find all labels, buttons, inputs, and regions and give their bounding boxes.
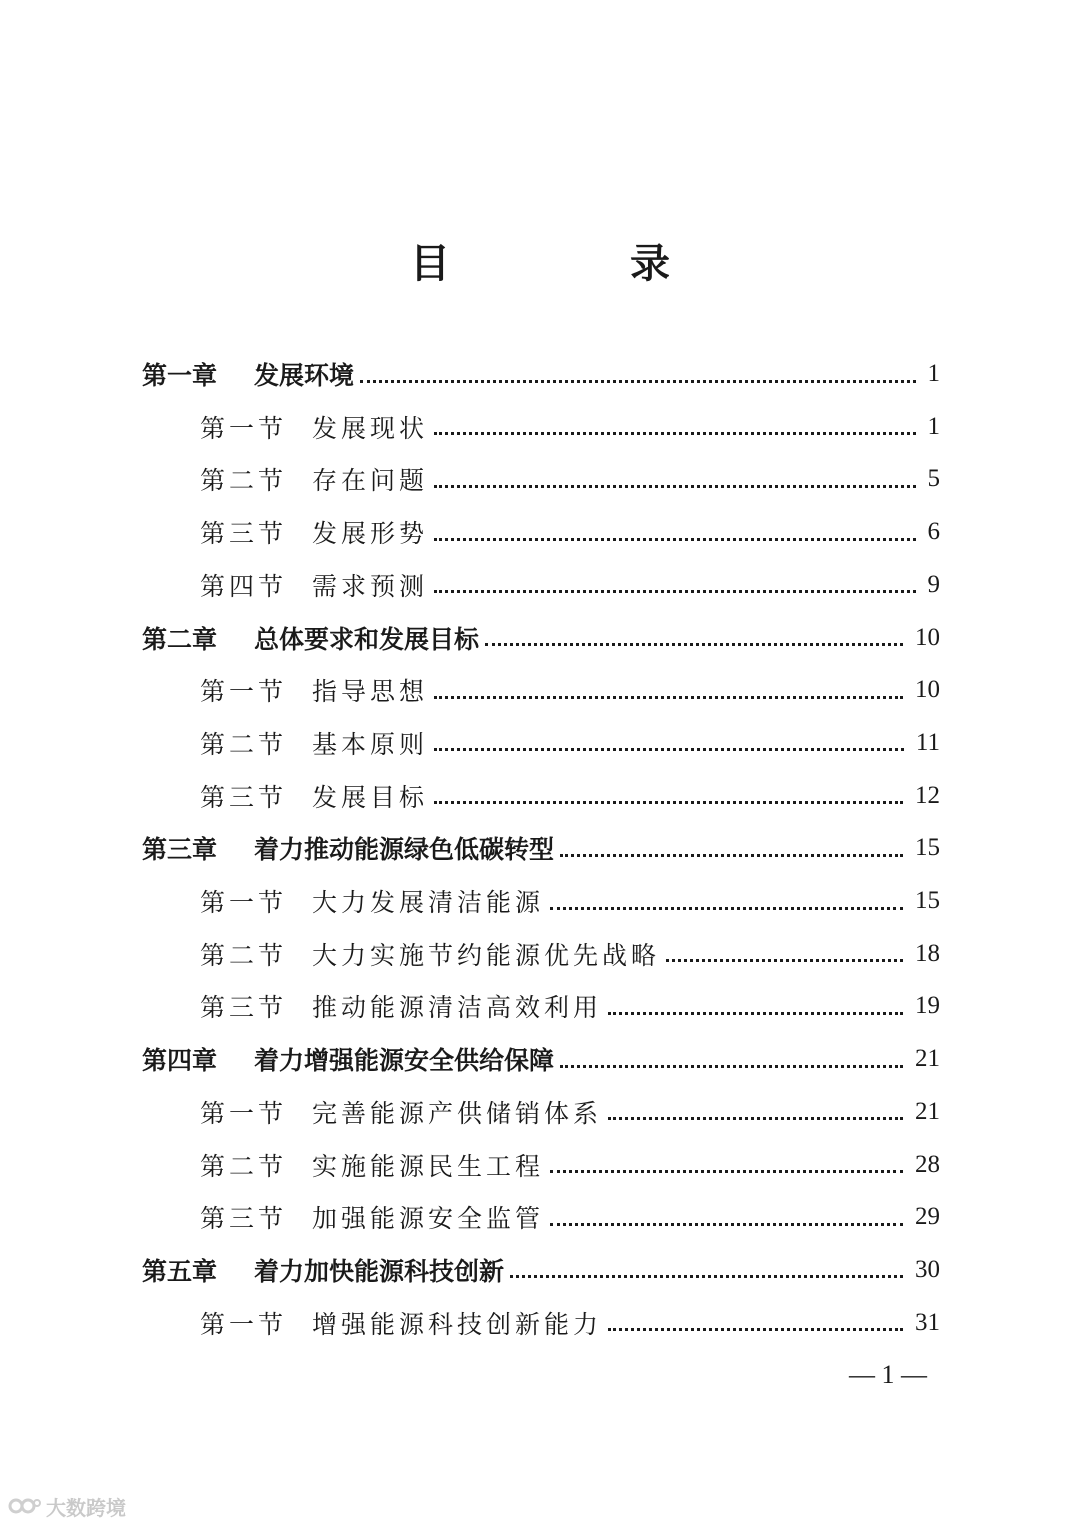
- toc-entry-page-number: 9: [927, 570, 940, 598]
- toc-dot-leader: [550, 1221, 903, 1226]
- toc-dot-leader: [434, 588, 915, 593]
- toc-dot-leader: [666, 957, 903, 962]
- toc-entry-page-number: 28: [915, 1150, 940, 1178]
- toc-section-row[interactable]: [200, 1086, 940, 1138]
- toc-entry-title: 发展形势: [312, 519, 429, 549]
- toc-entry-page-number: 15: [915, 887, 940, 914]
- toc-section-row[interactable]: [200, 980, 940, 1032]
- toc-dot-leader: [510, 1273, 903, 1278]
- toc-section-row[interactable]: [200, 1191, 940, 1243]
- toc-entry-page-number: 10: [915, 623, 940, 651]
- toc-entry-number: 第三节: [200, 993, 288, 1023]
- toc-entry-page-number: 18: [915, 939, 940, 967]
- toc-entry-title: 发展环境: [254, 361, 355, 390]
- toc-dot-leader: [485, 641, 903, 646]
- toc-entry-title: 加强能源安全监管: [312, 1204, 545, 1234]
- toc-section-row[interactable]: [200, 875, 940, 927]
- toc-entry-number: 第一章: [142, 361, 218, 390]
- toc-entry-number: 第二节: [200, 1151, 288, 1181]
- toc-chapter-row[interactable]: [142, 1244, 940, 1296]
- toc-entry-page-number: 21: [915, 1097, 940, 1125]
- toc-section-row[interactable]: [200, 1139, 940, 1191]
- watermark-text: 大数跨境: [46, 1495, 126, 1520]
- toc-entry-title: 实施能源民生工程: [312, 1151, 545, 1181]
- toc-entry-page-number: 1: [927, 360, 940, 387]
- toc-entry-title: 指导思想: [312, 677, 429, 707]
- toc-entry-number: 第四章: [142, 1046, 218, 1076]
- toc-entry-number: 第二节: [200, 729, 288, 759]
- toc-dot-leader: [608, 1326, 903, 1331]
- toc-chapter-row[interactable]: [142, 612, 940, 664]
- toc-dot-leader: [434, 694, 903, 699]
- toc-entry-page-number: 31: [915, 1308, 940, 1336]
- toc-entry-number: 第一节: [200, 888, 288, 917]
- toc-entry-number: 第二节: [200, 466, 288, 496]
- toc-entry-page-number: 29: [915, 1203, 940, 1231]
- toc-entry-title: 总体要求和发展目标: [254, 624, 480, 654]
- toc-section-row[interactable]: [200, 928, 940, 980]
- toc-dot-leader: [608, 1115, 903, 1120]
- toc-entry-number: 第一节: [200, 413, 288, 443]
- toc-entry-title: 推动能源清洁高效利用: [312, 993, 603, 1023]
- toc-entry-title: 大力发展清洁能源: [312, 888, 545, 917]
- toc-section-row[interactable]: [200, 559, 940, 611]
- toc-chapter-row[interactable]: [142, 822, 940, 874]
- toc-entry-title: 发展目标: [312, 782, 429, 812]
- footer-page-number: — 1 —: [849, 1360, 927, 1389]
- toc-dot-leader: [608, 1010, 903, 1015]
- toc-dot-leader: [434, 746, 904, 751]
- toc-entry-number: 第二章: [142, 624, 218, 654]
- toc-entry-number: 第三节: [200, 519, 288, 549]
- toc-dot-leader: [434, 483, 915, 488]
- toc-entry-page-number: 12: [915, 781, 940, 809]
- toc-entry-number: 第五章: [142, 1256, 218, 1286]
- toc-entry-page-number: 6: [927, 518, 940, 546]
- toc-dot-leader: [360, 378, 915, 383]
- toc-entry-page-number: 5: [927, 465, 940, 493]
- toc-entry-title: 着力加快能源科技创新: [254, 1256, 505, 1286]
- toc-section-row[interactable]: [200, 506, 940, 558]
- toc-entry-title: 基本原则: [312, 729, 429, 759]
- toc-entry-number: 第三章: [142, 835, 218, 865]
- toc-section-row[interactable]: [200, 1297, 940, 1349]
- toc-entry-number: 第一节: [200, 677, 288, 707]
- toc-entry-number: 第四节: [200, 571, 288, 601]
- toc-entry-page-number: 19: [915, 992, 940, 1020]
- toc-entry-number: 第三节: [200, 782, 288, 812]
- toc-entry-title: 需求预测: [312, 571, 429, 601]
- toc-entry-title: 存在问题: [312, 466, 429, 496]
- toc-entry-page-number: 11: [915, 728, 940, 756]
- toc-entry-number: 第一节: [200, 1098, 288, 1128]
- toc-chapter-row[interactable]: [142, 348, 940, 400]
- toc-section-row[interactable]: [200, 770, 940, 822]
- toc-dot-leader: [434, 536, 915, 541]
- watermark-logo-icon: [8, 1494, 42, 1518]
- toc-section-row[interactable]: [200, 453, 940, 505]
- toc-entry-title: 发展现状: [312, 413, 429, 443]
- toc-entry-page-number: 10: [915, 676, 940, 704]
- toc-entry-title: 着力增强能源安全供给保障: [254, 1046, 555, 1076]
- toc-dot-leader: [434, 799, 903, 804]
- toc-dot-leader: [434, 430, 915, 435]
- toc-entry-page-number: 30: [915, 1255, 940, 1283]
- toc-dot-leader: [560, 852, 903, 857]
- toc-entry-title: 增强能源科技创新能力: [312, 1309, 603, 1339]
- page-title: 目 录: [410, 241, 740, 287]
- toc-section-row[interactable]: [200, 664, 940, 716]
- toc-entry-page-number: 15: [915, 834, 940, 862]
- toc-dot-leader: [550, 1168, 903, 1173]
- toc-section-row[interactable]: [200, 717, 940, 769]
- toc-section-row[interactable]: [200, 401, 940, 453]
- toc-entry-title: 着力推动能源绿色低碳转型: [254, 835, 555, 865]
- toc-entry-title: 完善能源产供储销体系: [312, 1098, 603, 1128]
- toc-entry-page-number: 1: [927, 412, 940, 440]
- toc-entry-number: 第一节: [200, 1309, 288, 1339]
- toc-chapter-row[interactable]: [142, 1033, 940, 1085]
- toc-entry-number: 第三节: [200, 1204, 288, 1234]
- toc-dot-leader: [550, 905, 903, 910]
- watermark: [8, 1490, 126, 1522]
- toc-dot-leader: [560, 1063, 903, 1068]
- toc-entry-page-number: 21: [915, 1045, 940, 1073]
- toc-entry-title: 大力实施节约能源优先战略: [312, 940, 661, 970]
- toc-entry-number: 第二节: [200, 940, 288, 970]
